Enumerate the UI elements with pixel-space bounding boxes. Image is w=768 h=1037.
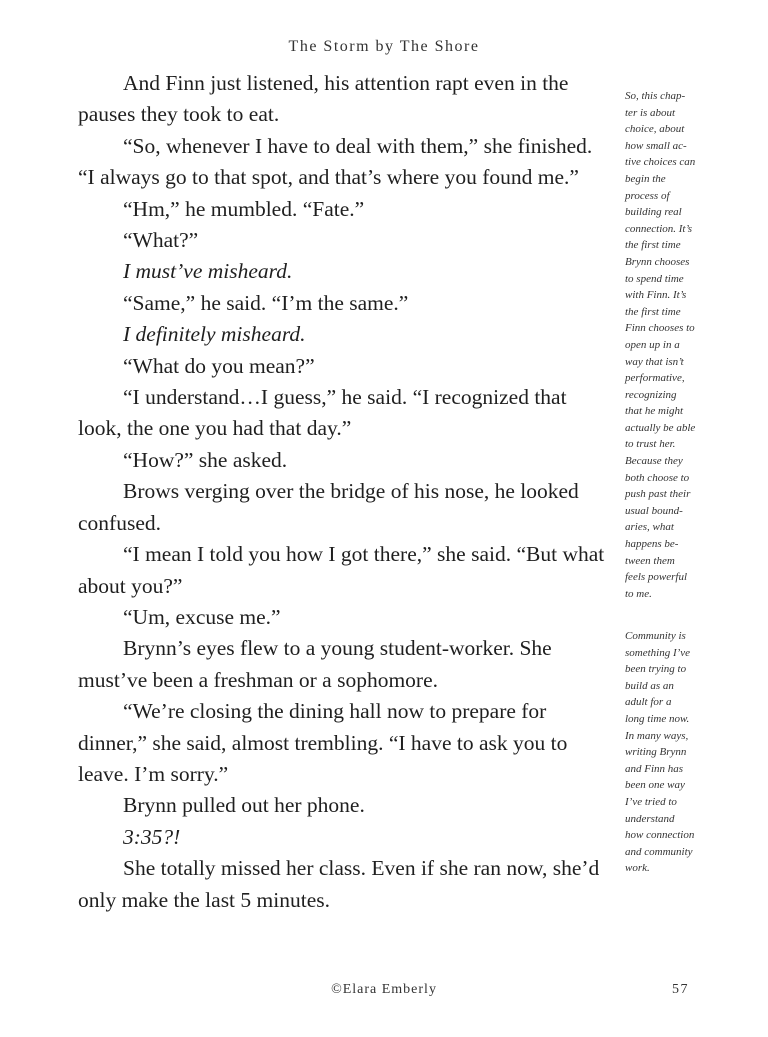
margin-note-line: tive choices can — [625, 156, 696, 169]
margin-note-line: happens be- — [625, 538, 679, 551]
margin-note-line: to trust her. — [625, 438, 676, 451]
margin-note-line: how small ac- — [625, 139, 687, 152]
margin-note-line: work. — [625, 862, 650, 875]
margin-note-line: how connection — [625, 829, 695, 842]
paragraph: “What?” — [123, 228, 199, 253]
margin-note-line: building real — [625, 206, 682, 219]
paragraph: I must’ve misheard. — [123, 259, 293, 284]
running-header: The Storm by The Shore — [288, 38, 480, 55]
paragraph: “I understand…I guess,” he said. “I recognized that look, the one you had that day.” — [78, 385, 567, 441]
margin-note-line: Community is — [625, 630, 686, 642]
paragraph: “So, whenever I have to deal with them,” she finished. “I always go to that spot, and that’s where you found me.” — [78, 133, 593, 190]
margin-note-choice — [625, 88, 705, 602]
margin-note-line: the first time — [625, 305, 681, 318]
margin-note-line: usual bound- — [625, 504, 683, 517]
margin-note-line: ter is about — [625, 106, 676, 119]
paragraph: “Same,” he said. “I’m the same.” — [123, 290, 409, 315]
paragraph: 3:35?! — [123, 824, 181, 849]
margin-note-line: begin the — [625, 172, 666, 185]
margin-note-line: In many ways, — [625, 729, 689, 742]
margin-note-line: choice, about — [625, 123, 685, 136]
margin-note-line: been trying to — [625, 663, 687, 676]
margin-note-line: both choose to — [625, 471, 690, 484]
margin-note-line: feels powerful — [625, 571, 688, 584]
margin-note-line: push past their — [625, 488, 691, 501]
margin-note-line: understand — [625, 812, 675, 825]
margin-note-line: process of — [625, 189, 670, 202]
margin-note-line: way that isn’t — [625, 355, 684, 368]
margin-note-line: aries, what — [625, 521, 674, 534]
margin-note-line: Brynn chooses — [625, 255, 690, 268]
paragraph: Brynn’s eyes flew to a young student-worker. She must’ve been a freshman or a sophomore. — [78, 636, 552, 692]
paragraph: “I mean I told you how I got there,” she said. “But what about you?” — [78, 542, 605, 598]
margin-note-line: adult for a — [625, 696, 672, 709]
paragraph: And Finn just listened, his attention rapt even in the pauses they took to eat. — [78, 71, 569, 127]
margin-note-line: been one way — [625, 779, 685, 792]
margin-note-line: performative, — [625, 372, 685, 385]
margin-note-line: build as an — [625, 679, 674, 692]
margin-note-line: Because they — [625, 455, 683, 468]
paragraph: “We’re closing the dining hall now to prepare for dinner,” she said, almost trembling. “I have to ask you to leave. I’m sorry.” — [78, 699, 568, 786]
paragraph: “Hm,” he mumbled. “Fate.” — [123, 196, 365, 221]
margin-note-line: long time now. — [625, 712, 690, 725]
margin-note-line: and community — [625, 845, 693, 858]
margin-note-line: to me. — [625, 587, 652, 600]
paragraph: I definitely misheard. — [123, 322, 306, 347]
paragraph: Brynn pulled out her phone. — [123, 793, 365, 818]
margin-note-line: to spend time — [625, 272, 684, 285]
margin-note-line: connection. It’s — [625, 222, 693, 235]
main-text — [78, 68, 605, 916]
paragraph: “How?” she asked. — [123, 447, 288, 472]
margin-note-line: and Finn has — [625, 762, 684, 775]
margin-note-community — [625, 628, 705, 877]
margin-note-line: with Finn. It’s — [625, 289, 687, 302]
paragraph: “Um, excuse me.” — [123, 604, 281, 629]
margin-note-line: writing Brynn — [625, 746, 687, 759]
margin-note-line: the first time — [625, 239, 681, 252]
margin-note-line: recognizing — [625, 388, 677, 401]
margin-note-line: I’ve tried to — [625, 795, 677, 808]
page-number: 57 — [672, 982, 689, 997]
margin-note-line: open up in a — [625, 338, 680, 351]
margin-note-line: something I’ve — [625, 646, 691, 659]
paragraph: Brows verging over the bridge of his nose, he looked confused. — [78, 479, 579, 535]
margin-note-line: actually be able — [625, 421, 696, 434]
copyright-credit: ©Elara Emberly — [331, 982, 437, 997]
margin-note-line: Finn chooses to — [625, 322, 695, 335]
margin-note-line: So, this chap- — [625, 90, 686, 102]
paragraph: She totally missed her class. Even if she ran now, she’d only make the last 5 minutes. — [78, 856, 600, 912]
margin-note-line: that he might — [625, 405, 684, 418]
paragraph: “What do you mean?” — [123, 353, 315, 378]
margin-note-line: tween them — [625, 554, 675, 567]
